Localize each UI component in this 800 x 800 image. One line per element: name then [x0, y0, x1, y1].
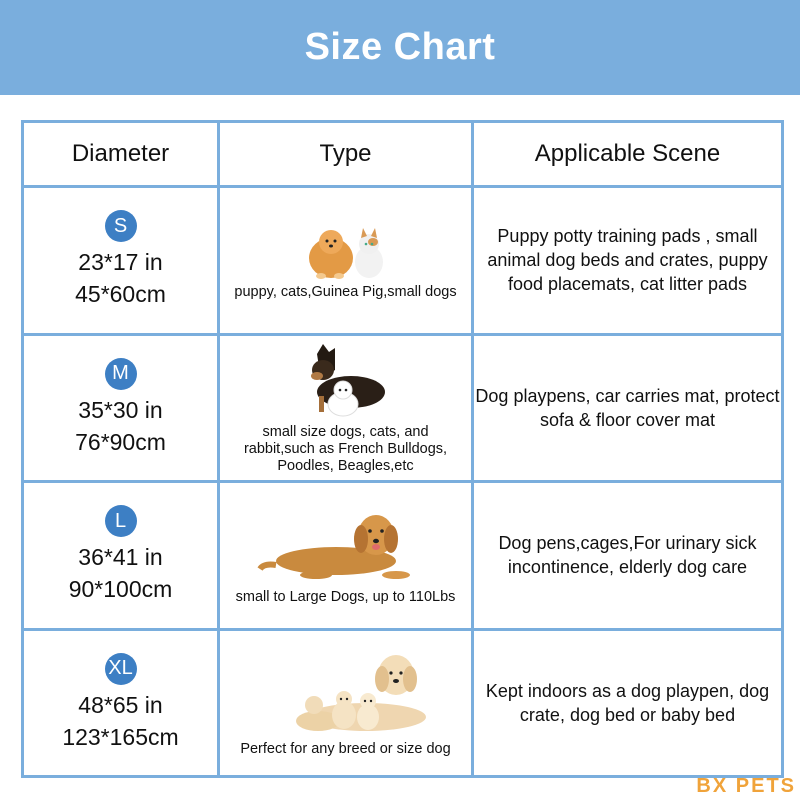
header-scene: Applicable Scene [473, 122, 783, 187]
golden-retriever-image [256, 505, 436, 587]
size-inches: 36*41 in [78, 544, 163, 571]
size-badge: M [105, 358, 137, 390]
type-text: puppy, cats,Guinea Pig,small dogs [234, 283, 457, 300]
title-banner [0, 0, 800, 95]
diameter-cell [23, 187, 219, 335]
size-badge: L [105, 505, 137, 537]
scene-cell: Dog playpens, car carries mat, protect sofa & floor cover mat [473, 334, 783, 482]
size-badge: S [105, 210, 137, 242]
scene-cell: Puppy potty training pads , small animal dog beds and crates, puppy food placemats, cat litter pads [473, 187, 783, 335]
shepherd-poodle-image [291, 340, 401, 422]
diameter-cell [23, 334, 219, 482]
type-cell [219, 629, 473, 777]
size-cm: 45*60cm [75, 281, 166, 308]
type-text: small to Large Dogs, up to 110Lbs [235, 588, 456, 605]
size-inches: 48*65 in [78, 691, 163, 718]
size-chart-table [21, 120, 784, 778]
diameter-cell [23, 482, 219, 630]
type-text: small size dogs, cats, and rabbit,such as French Bulldogs, Poodles, Beagles,etc [243, 424, 448, 475]
retriever-puppies-image [256, 647, 436, 739]
size-inches: 23*17 in [78, 249, 163, 276]
scene-cell: Dog pens,cages,For urinary sick incontinence, elderly dog care [473, 482, 783, 630]
type-cell [219, 334, 473, 482]
pomeranian-cat-image [291, 220, 401, 282]
table-row [23, 629, 783, 777]
type-cell [219, 187, 473, 335]
page-title: Size Chart [304, 26, 496, 68]
size-inches: 35*30 in [78, 396, 163, 423]
header-type: Type [219, 122, 473, 187]
table-row [23, 187, 783, 335]
table-row [23, 482, 783, 630]
header-diameter: Diameter [23, 122, 219, 187]
diameter-cell [23, 629, 219, 777]
type-text: Perfect for any breed or size dog [240, 741, 451, 758]
type-cell [219, 482, 473, 630]
table-row [23, 334, 783, 482]
size-cm: 90*100cm [68, 576, 173, 603]
size-cm: 76*90cm [75, 428, 166, 455]
size-badge: XL [105, 653, 137, 685]
header-row [23, 122, 783, 187]
brand-watermark: BX PETS [696, 775, 796, 797]
scene-cell: Kept indoors as a dog playpen, dog crate, dog bed or baby bed [473, 629, 783, 777]
size-cm: 123*165cm [62, 723, 179, 750]
